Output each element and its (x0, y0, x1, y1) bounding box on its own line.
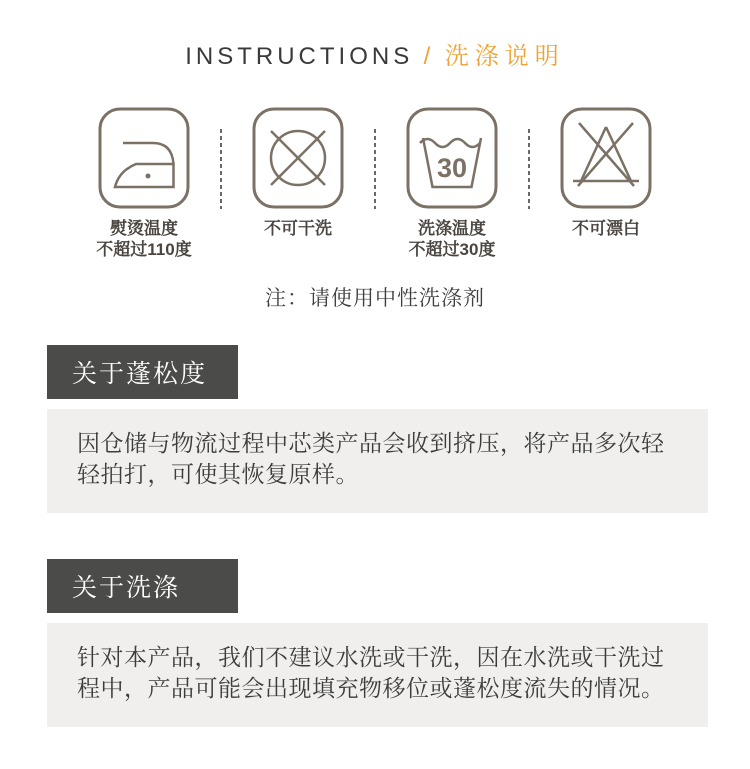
care-symbol-no-dry-clean (221, 107, 375, 239)
wash-30-icon (406, 107, 498, 209)
title-chinese: 洗涤说明 (444, 43, 565, 70)
section-fluffiness (47, 345, 708, 513)
care-symbol-ironing (67, 107, 221, 260)
section-washing-title: 关于洗涤 (47, 559, 238, 613)
care-symbol-label (409, 218, 496, 260)
title-english: INSTRUCTIONS (185, 43, 414, 70)
no-bleach-icon (560, 107, 652, 209)
label-line-1: 洗涤温度 (417, 219, 486, 238)
care-symbol-wash-temperature (375, 107, 529, 260)
section-fluffiness-body: 因仓储与物流过程中芯类产品会收到挤压，将产品多次轻轻拍打，可使其恢复原样。 (47, 409, 708, 513)
label-line-1: 不可漂白 (572, 219, 640, 238)
label-line-2: 不超过110度 (96, 240, 192, 259)
care-symbol-label (96, 218, 191, 260)
care-symbols-row (0, 107, 750, 260)
section-fluffiness-title: 关于蓬松度 (47, 345, 238, 399)
page-title (0, 0, 750, 71)
label-line-1: 熨烫温度 (110, 219, 178, 238)
wash-temperature-value: 30 (436, 153, 468, 183)
care-symbol-label (264, 218, 332, 239)
title-separator: / (423, 43, 431, 70)
detergent-note: 注：请使用中性洗涤剂 (265, 287, 485, 310)
label-line-2: 不超过30度 (408, 240, 496, 259)
section-washing (47, 559, 708, 727)
section-washing-body: 针对本产品，我们不建议水洗或干洗，因在水洗或干洗过程中，产品可能会出现填充物移位或蓬松度流失的情况。 (47, 623, 708, 727)
label-line-1: 不可干洗 (264, 219, 332, 238)
no-dry-clean-icon (252, 107, 344, 209)
iron-icon (98, 107, 190, 209)
care-symbol-no-bleach (529, 107, 683, 239)
care-symbol-label (572, 218, 640, 239)
